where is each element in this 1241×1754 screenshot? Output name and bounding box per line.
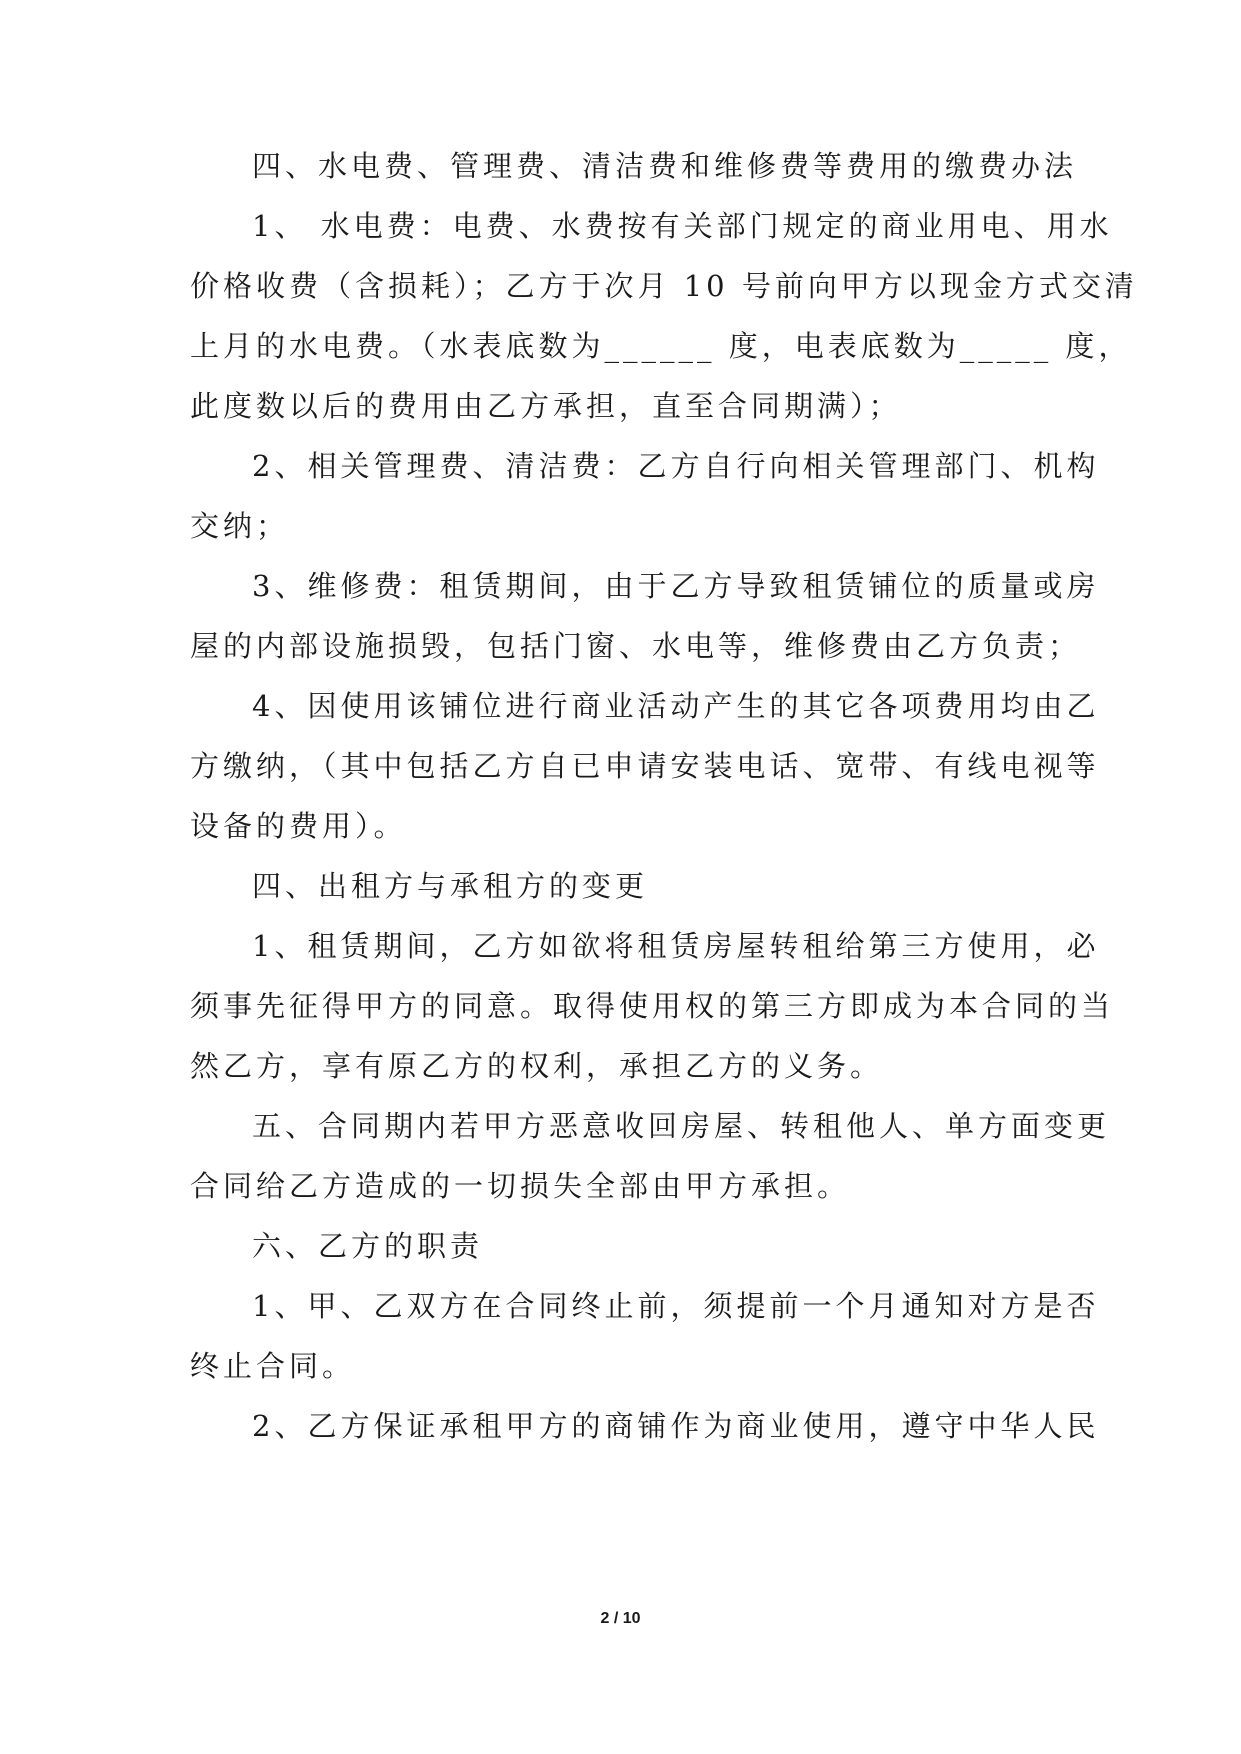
paragraph-line: 1、租赁期间，乙方如欲将租赁房屋转租给第三方使用，必 (252, 929, 1100, 963)
section-heading-fees: 四、水电费、管理费、清洁费和维修费等费用的缴费办法 (252, 149, 1078, 183)
paragraph-line: 须事先征得甲方的同意。取得使用权的第三方即成为本合同的当 (190, 989, 1115, 1023)
paragraph-line: 2、相关管理费、清洁费：乙方自行向相关管理部门、机构 (252, 449, 1100, 483)
paragraph-line: 方缴纳，（其中包括乙方自已申请安装电话、宽带、有线电视等 (190, 749, 1100, 783)
paragraph-line: 4、因使用该铺位进行商业活动产生的其它各项费用均由乙 (252, 689, 1100, 723)
paragraph-line: 屋的内部设施损毁，包括门窗、水电等，维修费由乙方负责； (190, 629, 1082, 663)
paragraph-line: 交纳； (190, 509, 290, 543)
section-heading-change: 四、出租方与承租方的变更 (252, 869, 649, 903)
paragraph-line: 1、 水电费：电费、水费按有关部门规定的商业用电、用水 (252, 209, 1113, 243)
paragraph-line: 1、甲、乙双方在合同终止前，须提前一个月通知对方是否 (252, 1289, 1100, 1323)
paragraph-line: 合同给乙方造成的一切损失全部由甲方承担。 (190, 1169, 851, 1203)
section-heading-termination: 五、合同期内若甲方恶意收回房屋、转租他人、单方面变更 (252, 1109, 1111, 1143)
paragraph-line: 此度数以后的费用由乙方承担，直至合同期满）； (190, 389, 902, 423)
paragraph-line: 3、维修费：租赁期间，由于乙方导致租赁铺位的质量或房 (252, 569, 1100, 603)
paragraph-line: 终止合同。 (190, 1349, 356, 1383)
paragraph-line: 上月的水电费。（水表底数为______ 度，电表底数为_____ 度， (190, 329, 1132, 363)
paragraph-line: 2、乙方保证承租甲方的商铺作为商业使用，遵守中华人民 (252, 1409, 1100, 1443)
paragraph-line: 设备的费用）。 (190, 809, 407, 843)
paragraph-line: 然乙方，享有原乙方的权利，承担乙方的义务。 (190, 1049, 884, 1083)
section-heading-duties: 六、乙方的职责 (252, 1229, 484, 1263)
paragraph-line: 价格收费（含损耗）；乙方于次月 10 号前向甲方以现金方式交清 (190, 269, 1138, 303)
page-number: 2 / 10 (600, 1610, 641, 1627)
